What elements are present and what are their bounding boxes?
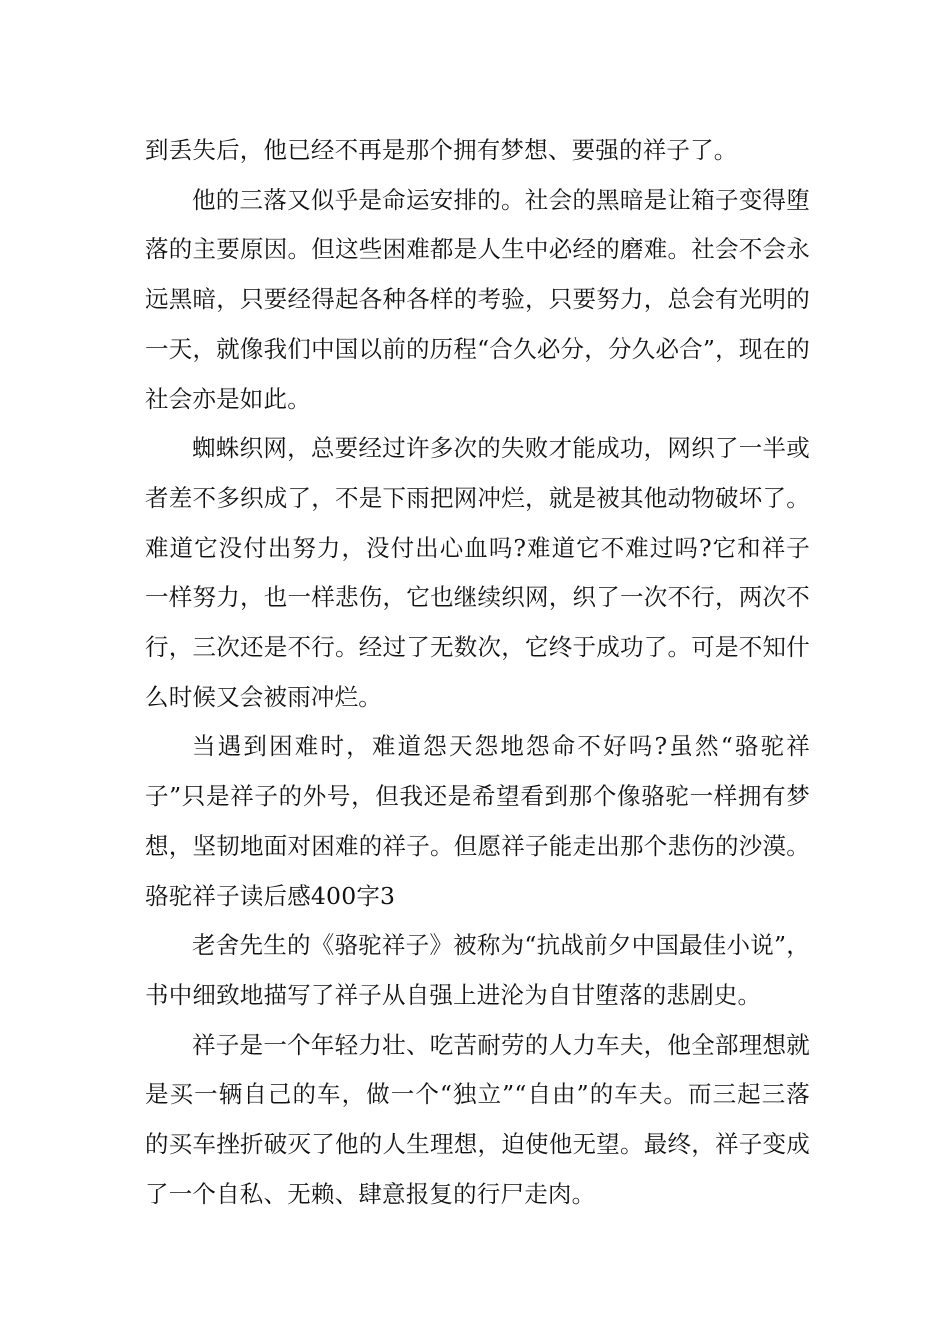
paragraph-laoshe: 老舍先生的《骆驼祥子》被称为“抗战前夕中国最佳小说”，书中细致地描写了祥子从自强上进沦为自甘堕落的悲剧史。	[145, 931, 810, 1009]
paragraph-continuation: 到丢失后，他已经不再是那个拥有梦想、要强的祥子了。	[145, 136, 738, 164]
paragraph-spider: 蜘蛛织网，总要经过许多次的失败才能成功，网织了一半或者差不多织成了，不是下雨把网冲烂，就是被其他动物破坏了。难道它没付出努力，没付出心血吗?难道它不难过吗?它和祥子一样努力，也一样悲伤，它也继续织网，织了一次不行，两次不行，三次还是不行。经过了无数次，它终于成功了。可是不知什么时候又会被雨冲烂。	[145, 434, 810, 711]
paragraph-difficulty: 当遇到困难时，难道怨天怨地怨命不好吗?虽然“骆驼祥子”只是祥子的外号，但我还是希望看到那个像骆驼一样拥有梦想，坚韧地面对困难的祥子。但愿祥子能走出那个悲伤的沙漠。骆驼祥子读后感400字3	[145, 732, 810, 910]
document-body	[145, 126, 810, 1219]
paragraph-fate: 他的三落又似乎是命运安排的。社会的黑暗是让箱子变得堕落的主要原因。但这些困难都是人生中必经的磨难。社会不会永远黑暗，只要经得起各种各样的考验，只要努力，总会有光明的一天，就像我们中国以前的历程“合久必分，分久必合”，现在的社会亦是如此。	[145, 185, 810, 413]
paragraph-xiangzi: 祥子是一个年轻力壮、吃苦耐劳的人力车夫，他全部理想就是买一辆自己的车，做一个“独立”“自由”的车夫。而三起三落的买车挫折破灭了他的人生理想，迫使他无望。最终，祥子变成了一个自私、无赖、肆意报复的行尸走肉。	[145, 1030, 810, 1208]
